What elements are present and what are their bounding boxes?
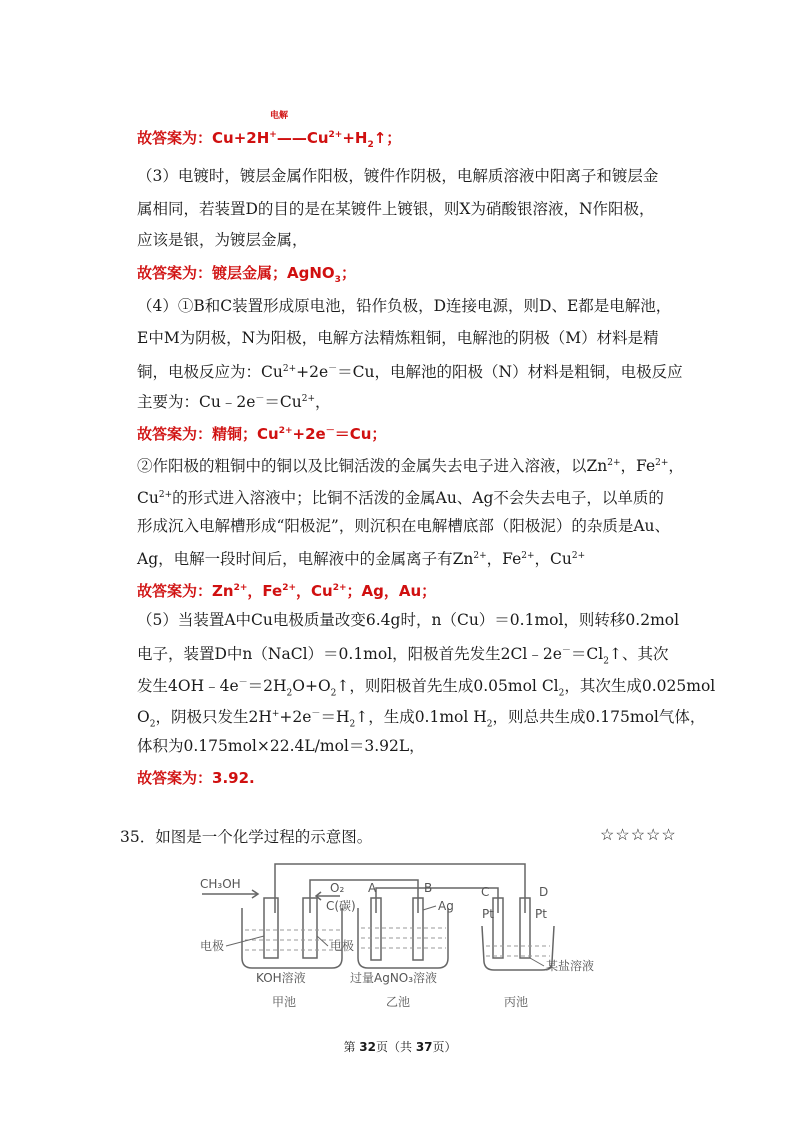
label-jia: 甲池	[272, 995, 297, 1009]
label-d: D	[539, 885, 549, 899]
para-6-line-4: $O_2$，阴极只发生$2H^++2e^-=H_2↑$，生成0.1mol $H_2$，则总共生成0.175mol气体，	[137, 708, 706, 730]
label-b: B	[424, 881, 433, 895]
para-5-line-2: $Cu^{2+}$的形式进入溶液中；比铜不活泼的金属Au、Ag不会失去电子，以单质的	[137, 489, 664, 508]
label-agno3: 过量AgNO₃溶液	[350, 971, 438, 985]
label-a: A	[368, 881, 377, 895]
para-5-line-4: Ag，电解一段时间后，电解液中的金属离子有$Zn^{2+}$，$Fe^{2+}$，$Cu^{2+}$	[137, 550, 586, 569]
electrochemistry-figure	[190, 858, 610, 1028]
answer-4: 故答案为：$Zn^{2+}$，$Fe^{2+}$，$Cu^{2+}$；Ag，Au；	[137, 582, 437, 600]
wire-yi-bing	[376, 888, 498, 913]
answer-2: 故答案为：镀层金属；AgNO$_3$；	[137, 264, 356, 285]
para-6-line-1: （5）当装置A中Cu电极质量改变6.4g时，n（Cu）＝0.1mol，则转移0.2mol	[137, 611, 680, 629]
para-4-line-1: （4）①B和C装置形成原电池，铅作负极，D连接电源，则D、E都是电解池，	[137, 297, 672, 315]
label-pt-1: Pt	[482, 907, 494, 921]
electrolysis-condition: 电解	[270, 111, 289, 121]
label-koh: KOH溶液	[256, 971, 306, 985]
answer-3: 故答案为：精铜；$Cu^{2+}+2e^-=Cu$；	[137, 425, 387, 443]
label-bing: 丙池	[504, 995, 529, 1009]
question-number: 35．	[120, 828, 156, 846]
label-c: C	[481, 885, 490, 899]
carbon-label: C(碳)	[326, 899, 356, 913]
label-ag: Ag	[438, 899, 454, 913]
para-5-line-3: 形成沉入电解槽形成“阳极泥”，则沉积在电解槽底部（阳极泥）的杂质是Au、	[137, 517, 671, 535]
label-yi: 乙池	[386, 995, 411, 1009]
para-3-line-3: 应该是银，为镀层金属，	[137, 231, 308, 249]
label-electrode-2: 电极	[330, 939, 355, 953]
para-4-line-3: 铜，电极反应为：$Cu^{2+}+2e^-=Cu$，电解池的阳极（N）材料是粗铜，电极反应	[137, 363, 683, 382]
para-3-line-1: （3）电镀时，镀层金属作阳极，镀件作阴极，电解质溶液中阳离子和镀层金	[137, 167, 659, 185]
electrode-jia-left	[264, 898, 278, 958]
o2-label: O₂	[330, 881, 345, 895]
question-35	[120, 825, 372, 847]
para-4-line-4: 主要为：$Cu﹣2e^-=Cu^{2+}$，	[137, 393, 331, 412]
para-3-line-2: 属相同，若装置D的目的是在某镀件上镀银，则X为硝酸银溶液，N作阳极，	[137, 200, 655, 218]
page-total: 37	[415, 1040, 433, 1054]
para-6-line-2: 电子，装置D中n（NaCl）＝0.1mol，阳极首先发生$2Cl﹣2e^-=Cl_2↑$、其次	[137, 645, 669, 667]
answer-5: 故答案为：3.92.	[137, 769, 255, 787]
ch3oh-label: CH₃OH	[200, 877, 241, 891]
answer-1: 故答案为：$Cu+2H^+——Cu^{2+}+H_2↑$；	[137, 129, 402, 150]
page-footer: 第 32页（共 37页）	[343, 1040, 457, 1054]
label-pt-2: Pt	[535, 907, 547, 921]
page-number: 32	[359, 1040, 376, 1054]
para-6-line-3: 发生$4OH﹣4e^-=2H_2O+O_2↑$，则阳极首先生成0.05mol $Cl_2$，其次生成0.025mol	[137, 677, 716, 699]
label-electrode-1: 电极	[200, 939, 225, 953]
para-4-line-2: E中M为阴极，N为阳极，电解方法精炼粗铜，电解池的阴极（M）材料是精	[137, 329, 659, 347]
para-5-line-1: ②作阳极的粗铜中的铜以及比铜活泼的金属失去电子进入溶液，以$Zn^{2+}$，$Fe^{2+}$，	[137, 457, 684, 476]
para-6-line-5: 体积为0.175mol×22.4L/mol＝3.92L，	[137, 737, 425, 755]
label-salt: 某盐溶液	[546, 959, 595, 973]
question-text: 如图是一个化学过程的示意图。	[155, 828, 373, 846]
difficulty-stars: ☆☆☆☆☆	[600, 825, 677, 844]
